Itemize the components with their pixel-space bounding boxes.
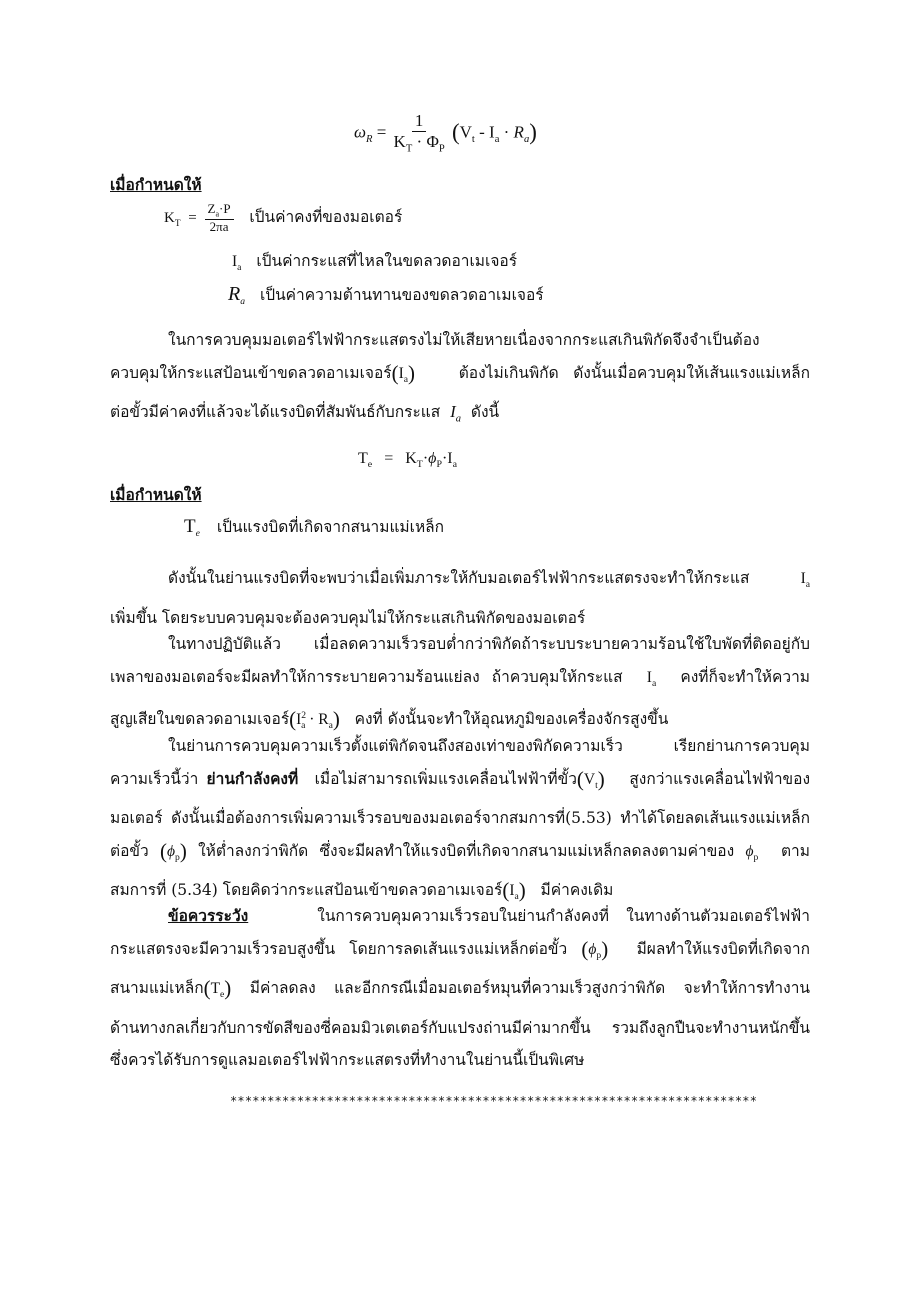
kt-description: เป็นค่าคงที่ของมอเตอร์ xyxy=(249,208,403,227)
paragraph-2: ดังนั้นในย่านแรงบิดที่จะพบว่าเมื่อเพิ่มภาระให้กับมอเตอร์ไฟฟ้ากระแสตรงจะทำให้กระแส $I_a$ เพิ่มขึ้น โดยระบบควบคุมจะต้องควบคุมไม่ให้กระแสเกินพิกัดของมอเตอร์ xyxy=(110,569,810,627)
constant-power-region-term: ย่านกำลังคงที่ xyxy=(206,768,299,788)
omega-subscript: R xyxy=(366,133,373,145)
paragraph-1: ในการควบคุมมอเตอร์ไฟฟ้ากระแสตรงไม่ให้เสียหายเนื่องจากกระแสเกินพิกัดจึงจำเป็นต้อง ควบคุมให้กระแสป้อนเข้าขดลวดอาเมเจอร์$(I_a)$ ต้องไม่เกินพิกัด ดังนั้นเมื่อควบคุมให้เส้นแรงแม่เหล็ก ต่อขั้วมีค่าคงที่แล้วจะได้แรงบิดที่สัมพันธ์กับกระแส $I_a$ ดังนี้ xyxy=(110,331,810,425)
formula-omega: $\omega_R$ = $\frac{1}{K_T \cdot \Phi_P}$ $(V_t - I_a \cdot R_a)$ xyxy=(354,111,537,155)
end-separator: *********************************************************************** xyxy=(230,1094,758,1108)
equals-sign: = xyxy=(376,122,387,142)
heading-definitions-2: เมื่อกำหนดให้ xyxy=(110,485,202,504)
paragraph-5: ข้อควรระวัง ในการควบคุมความเร็วรอบในย่านกำลังคงที่ ในทางด้านตัวมอเตอร์ไฟฟ้า กระแสตรงจะมีความเร็วรอบสูงขึ้น โดยการลดเส้นแรงแม่เหล็กต่อขั้ว $(\phi_p)$ มีผลทำให้แรงบิดที่เกิดจาก สนามแม่เหล็ก$(T_e)$ มีค่าลดลง และอีกกรณีเมื่อมอเตอร์หมุนที่ความเร็วสูงกว่าพิกัด จะทำให้การทำงาน ด้านทางกลเกี่ยวกับการขัดสีของซี่คอมมิวเตเตอร์กับแปรงถ่านมีค่ามากขึ้น รวมถึงลูกปืนจะทำงานหนักขึ้น ซึ่งควรได้รับการดูแลมอเตอร์ไฟฟ้ากระแสตรงที่ทำงานในย่านนี้เป็นพิเศษ xyxy=(110,906,810,1070)
def-ia: $I_a$ เป็นค่ากระแสที่ไหลในขดลวดอาเมเจอร์ xyxy=(232,252,518,274)
te-description: เป็นแรงบิดที่เกิดจากสนามแม่เหล็ก xyxy=(216,518,445,536)
paragraph-4: ในย่านการควบคุมความเร็วตั้งแต่พิกัดจนถึงสองเท่าของพิกัดความเร็ว เรียกย่านการควบคุม ความเร็วนี้ว่า ย่านกำลังคงที่ เมื่อไม่สามารถเพิ่มแรงเคลื่อนไฟฟ้าที่ขั้ว$(V_t)$ สูงกว่าแรงเคลื่อนไฟฟ้าของ มอเตอร์ ดังนั้นเมื่อต้องการเพิ่มความเร็วรอบของมอเตอร์จากสมการที่(5.53) ทำได้โดยลดเส้นแรงแม่เหล็ก ต่อขั้ว $(\phi_p)$ ให้ต่ำลงกว่าพิกัด ซึ่งจะมีผลทำให้แรงบิดที่เกิดจากสนามแม่เหล็กลดลงตามค่าของ $\phi_p$ ตาม สมการที่ (5.34) โดยคิดว่ากระแสป้อนเข้าขดลวดอาเมเจอร์$(I_a)$ มีค่าคงเดิม xyxy=(110,737,811,903)
formula-te: $T_e = K_T\cdot\phi_P\cdot I_a$ xyxy=(358,450,458,471)
caution-label: ข้อควรระวัง xyxy=(168,906,249,925)
ia-description: เป็นค่ากระแสที่ไหลในขดลวดอาเมเจอร์ xyxy=(256,252,518,270)
fraction xyxy=(391,112,448,155)
paragraph-3: ในทางปฏิบัติแล้ว เมื่อลดความเร็วรอบต่ำกว่าพิกัดถ้าระบบระบายความร้อนใช้ใบพัดที่ติดอยู่กับ เพลาของมอเตอร์จะมีผลทำให้การระบายความร้อนแย่ลง ถ้าควบคุมให้กระแส $I_a$ คงที่ก็จะทำให้ความ สูญเสียในขดลวดอาเมเจอร์$(I^2_a \cdot R_a)$ คงที่ ดังนั้นจะทำให้อุณหภูมิของเครื่องจักรสูงขึ้น xyxy=(110,635,811,732)
def-te: $T_e$ เป็นแรงบิดที่เกิดจากสนามแม่เหล็ก xyxy=(184,516,445,540)
def-ra: $R_a$ เป็นค่าความต้านทานของขดลวดอาเมเจอร์ xyxy=(228,283,544,308)
ra-description: เป็นค่าความต้านทานของขดลวดอาเมเจอร์ xyxy=(259,286,544,304)
fraction-numerator: 1 xyxy=(412,112,427,132)
fraction-denominator: $K_T \cdot \Phi_P$ xyxy=(393,131,445,155)
heading-definitions-1: เมื่อกำหนดให้ xyxy=(110,175,202,194)
def-kt: $K_T$ = $\frac{Z_a\cdot P}{2\pi a}$ เป็นค่าคงที่ของมอเตอร์ xyxy=(164,201,403,235)
kt-fraction: $\frac{Z_a\cdot P}{2\pi a}$ xyxy=(205,202,234,235)
paren-close: ) xyxy=(529,119,537,145)
omega-symbol: ω xyxy=(354,122,367,142)
paren-open: ( xyxy=(451,119,460,145)
